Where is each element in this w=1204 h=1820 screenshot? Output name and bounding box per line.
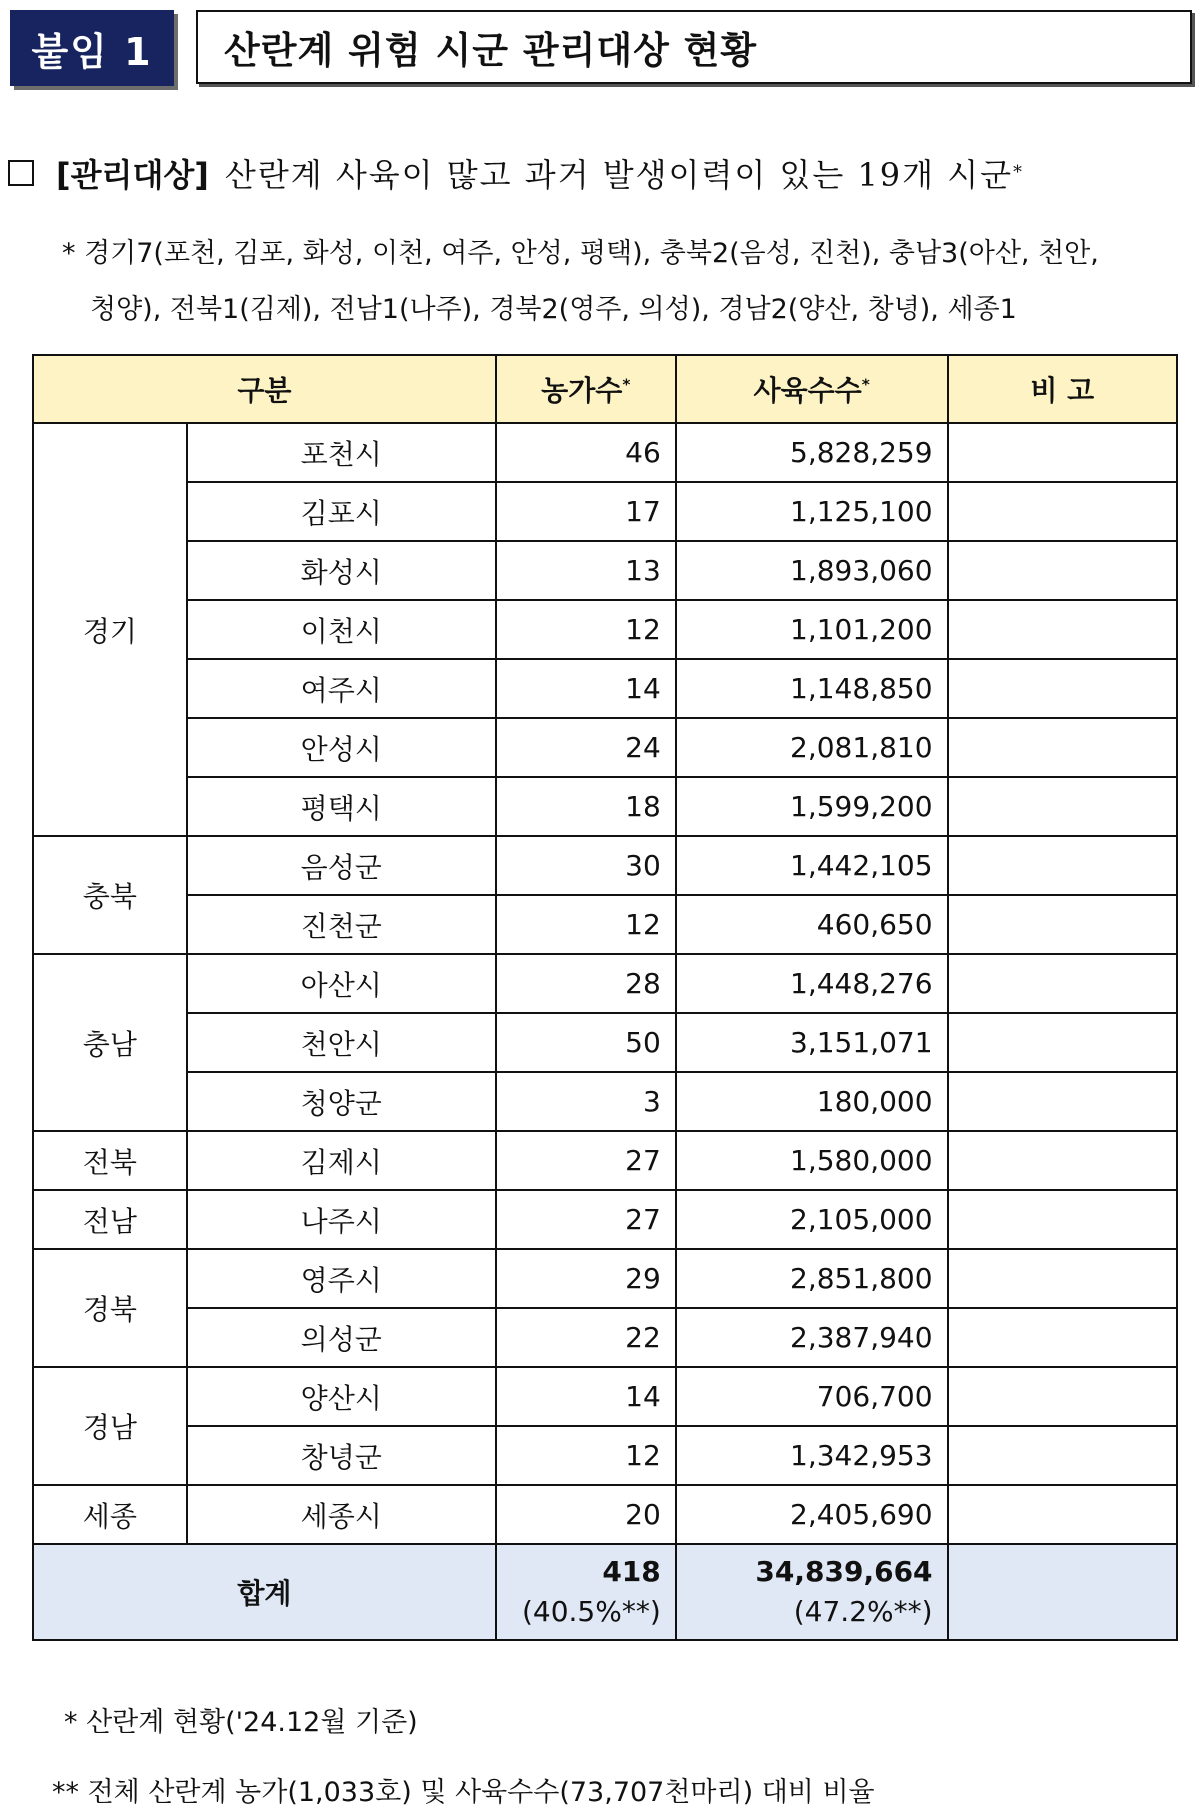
checkbox-icon bbox=[8, 160, 34, 186]
table-row bbox=[33, 1426, 1177, 1485]
remarks-cell bbox=[948, 777, 1177, 836]
region-cell: 경남 bbox=[33, 1367, 187, 1485]
bullet-text: 산란계 사육이 많고 과거 발생이력이 있는 19개 시군 bbox=[224, 156, 1014, 194]
header-birds: 사육수수* bbox=[676, 355, 948, 423]
table-row bbox=[33, 482, 1177, 541]
farms-cell: 12 bbox=[496, 1426, 676, 1485]
farms-cell: 12 bbox=[496, 600, 676, 659]
table-row bbox=[33, 541, 1177, 600]
total-label: 합계 bbox=[33, 1544, 496, 1640]
city-cell: 진천군 bbox=[187, 895, 496, 954]
birds-cell: 3,151,071 bbox=[676, 1013, 948, 1072]
birds-cell: 1,125,100 bbox=[676, 482, 948, 541]
birds-cell: 1,442,105 bbox=[676, 836, 948, 895]
birds-cell: 460,650 bbox=[676, 895, 948, 954]
total-remarks-cell bbox=[948, 1544, 1177, 1640]
remarks-cell bbox=[948, 1249, 1177, 1308]
city-cell: 화성시 bbox=[187, 541, 496, 600]
remarks-cell bbox=[948, 718, 1177, 777]
birds-cell: 2,405,690 bbox=[676, 1485, 948, 1544]
birds-cell: 1,448,276 bbox=[676, 954, 948, 1013]
city-cell: 양산시 bbox=[187, 1367, 496, 1426]
page-title-text: 산란계 위험 시군 관리대상 현황 bbox=[224, 29, 758, 72]
total-farms-cell bbox=[496, 1544, 676, 1640]
birds-cell: 2,081,810 bbox=[676, 718, 948, 777]
birds-cell: 1,101,200 bbox=[676, 600, 948, 659]
remarks-cell bbox=[948, 1190, 1177, 1249]
farms-cell: 27 bbox=[496, 1131, 676, 1190]
city-cell: 천안시 bbox=[187, 1013, 496, 1072]
region-cell: 전북 bbox=[33, 1131, 187, 1190]
farms-cell: 17 bbox=[496, 482, 676, 541]
table-row bbox=[33, 1367, 1177, 1426]
remarks-cell bbox=[948, 1367, 1177, 1426]
table-row bbox=[33, 423, 1177, 482]
table-row bbox=[33, 600, 1177, 659]
city-cell: 청양군 bbox=[187, 1072, 496, 1131]
city-cell: 세종시 bbox=[187, 1485, 496, 1544]
region-cell: 충북 bbox=[33, 836, 187, 954]
remarks-cell bbox=[948, 600, 1177, 659]
farms-cell: 3 bbox=[496, 1072, 676, 1131]
table-row bbox=[33, 1013, 1177, 1072]
city-cell: 여주시 bbox=[187, 659, 496, 718]
region-cell: 경북 bbox=[33, 1249, 187, 1367]
table-row bbox=[33, 895, 1177, 954]
remarks-cell bbox=[948, 1013, 1177, 1072]
remarks-cell bbox=[948, 482, 1177, 541]
table-row bbox=[33, 954, 1177, 1013]
header-category: 구분 bbox=[33, 355, 496, 423]
farms-cell: 18 bbox=[496, 777, 676, 836]
birds-cell: 1,342,953 bbox=[676, 1426, 948, 1485]
birds-cell: 2,387,940 bbox=[676, 1308, 948, 1367]
table-row bbox=[33, 836, 1177, 895]
attachment-badge: 붙임 1 bbox=[10, 10, 174, 86]
management-target-table bbox=[32, 354, 1178, 1641]
city-cell: 이천시 bbox=[187, 600, 496, 659]
summary-bullet bbox=[8, 150, 1198, 196]
birds-cell: 1,599,200 bbox=[676, 777, 948, 836]
farms-cell: 27 bbox=[496, 1190, 676, 1249]
city-cell: 김포시 bbox=[187, 482, 496, 541]
total-farms-pct: (40.5%**) bbox=[521, 1595, 661, 1628]
table-row bbox=[33, 1308, 1177, 1367]
table-row bbox=[33, 1249, 1177, 1308]
birds-cell: 180,000 bbox=[676, 1072, 948, 1131]
remarks-cell bbox=[948, 1485, 1177, 1544]
total-birds-cell bbox=[676, 1544, 948, 1640]
header bbox=[10, 10, 1196, 88]
total-birds-pct: (47.2%**) bbox=[793, 1595, 933, 1628]
city-cell: 영주시 bbox=[187, 1249, 496, 1308]
birds-cell: 2,851,800 bbox=[676, 1249, 948, 1308]
city-cell: 김제시 bbox=[187, 1131, 496, 1190]
remarks-cell bbox=[948, 836, 1177, 895]
region-cell: 전남 bbox=[33, 1190, 187, 1249]
region-note bbox=[62, 226, 1197, 338]
farms-cell: 28 bbox=[496, 954, 676, 1013]
remarks-cell bbox=[948, 1131, 1177, 1190]
total-birds: 34,839,664 bbox=[755, 1555, 933, 1588]
remarks-cell bbox=[948, 954, 1177, 1013]
farms-cell: 30 bbox=[496, 836, 676, 895]
table-row bbox=[33, 1485, 1177, 1544]
city-cell: 나주시 bbox=[187, 1190, 496, 1249]
table-row bbox=[33, 1072, 1177, 1131]
table-header-row bbox=[33, 355, 1177, 423]
birds-cell: 5,828,259 bbox=[676, 423, 948, 482]
remarks-cell bbox=[948, 1072, 1177, 1131]
bullet-label: [관리대상] bbox=[56, 156, 209, 194]
table-row bbox=[33, 1131, 1177, 1190]
table-row bbox=[33, 1190, 1177, 1249]
farms-cell: 50 bbox=[496, 1013, 676, 1072]
city-cell: 안성시 bbox=[187, 718, 496, 777]
birds-cell: 1,148,850 bbox=[676, 659, 948, 718]
remarks-cell bbox=[948, 895, 1177, 954]
farms-cell: 46 bbox=[496, 423, 676, 482]
remarks-cell bbox=[948, 423, 1177, 482]
farms-cell: 14 bbox=[496, 1367, 676, 1426]
region-cell: 경기 bbox=[33, 423, 187, 836]
birds-cell: 2,105,000 bbox=[676, 1190, 948, 1249]
farms-cell: 13 bbox=[496, 541, 676, 600]
farms-cell: 29 bbox=[496, 1249, 676, 1308]
city-cell: 음성군 bbox=[187, 836, 496, 895]
bullet-footnote-mark: * bbox=[1013, 163, 1022, 183]
farms-cell: 22 bbox=[496, 1308, 676, 1367]
table-row bbox=[33, 718, 1177, 777]
table-row bbox=[33, 777, 1177, 836]
table-row bbox=[33, 659, 1177, 718]
region-cell: 세종 bbox=[33, 1485, 187, 1544]
remarks-cell bbox=[948, 659, 1177, 718]
farms-cell: 20 bbox=[496, 1485, 676, 1544]
footnote-2: ** 전체 산란계 농가(1,033호) 및 사육수수(73,707천마리) 대비 비율 bbox=[52, 1777, 875, 1808]
farms-cell: 12 bbox=[496, 895, 676, 954]
city-cell: 창녕군 bbox=[187, 1426, 496, 1485]
birds-cell: 1,893,060 bbox=[676, 541, 948, 600]
city-cell: 의성군 bbox=[187, 1308, 496, 1367]
header-farms: 농가수* bbox=[496, 355, 676, 423]
region-cell: 충남 bbox=[33, 954, 187, 1131]
region-note-line-2: 청양), 전북1(김제), 전남1(나주), 경북2(영주, 의성), 경남2(양산, 창녕), 세종1 bbox=[90, 294, 1017, 325]
footnote-1: * 산란계 현황('24.12월 기준) bbox=[64, 1707, 418, 1738]
remarks-cell bbox=[948, 541, 1177, 600]
total-farms: 418 bbox=[602, 1555, 661, 1588]
birds-cell: 706,700 bbox=[676, 1367, 948, 1426]
header-remarks: 비 고 bbox=[948, 355, 1177, 423]
birds-cell: 1,580,000 bbox=[676, 1131, 948, 1190]
remarks-cell bbox=[948, 1426, 1177, 1485]
city-cell: 포천시 bbox=[187, 423, 496, 482]
city-cell: 평택시 bbox=[187, 777, 496, 836]
farms-cell: 24 bbox=[496, 718, 676, 777]
region-note-line-1: * 경기7(포천, 김포, 화성, 이천, 여주, 안성, 평택), 충북2(음성, 진천), 충남3(아산, 천안, bbox=[62, 238, 1099, 269]
total-row bbox=[33, 1544, 1177, 1640]
city-cell: 아산시 bbox=[187, 954, 496, 1013]
farms-cell: 14 bbox=[496, 659, 676, 718]
remarks-cell bbox=[948, 1308, 1177, 1367]
page-title bbox=[196, 10, 1192, 84]
